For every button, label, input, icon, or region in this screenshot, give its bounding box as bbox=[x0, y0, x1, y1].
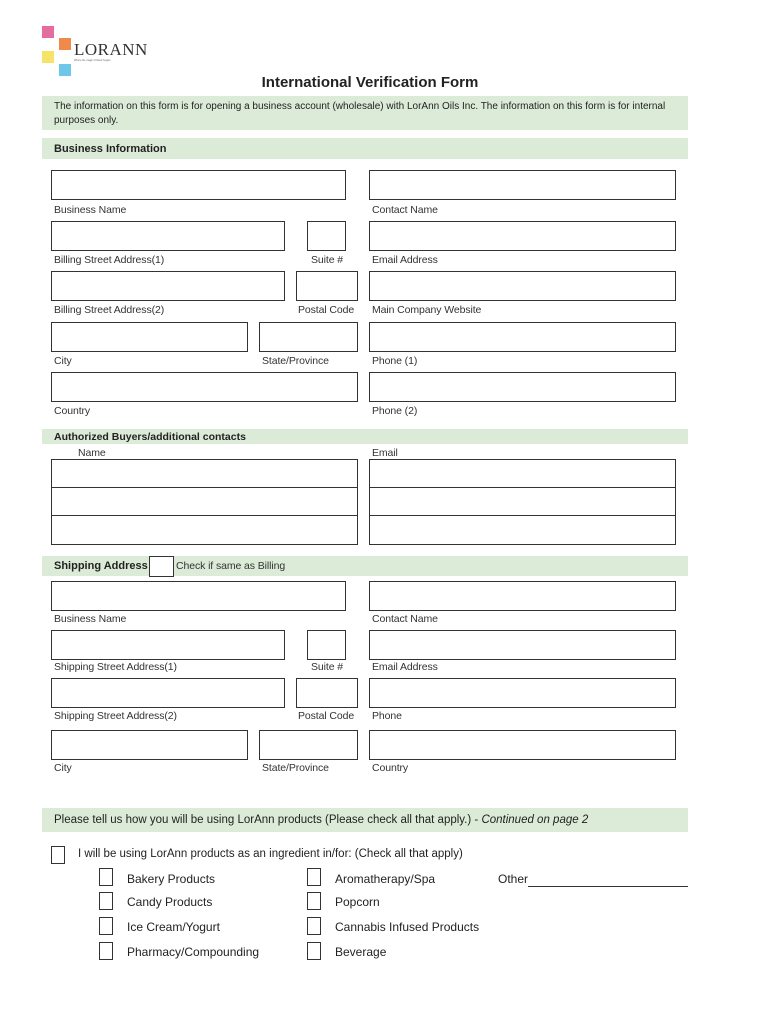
ship-contact-name-field[interactable] bbox=[369, 581, 676, 611]
beverage-label: Beverage bbox=[335, 945, 387, 959]
buyer-email-1-field[interactable] bbox=[369, 459, 676, 489]
ship-street-1-field[interactable] bbox=[51, 630, 285, 660]
bakery-checkbox[interactable] bbox=[99, 868, 113, 886]
phone-1-label: Phone (1) bbox=[372, 355, 418, 367]
phone-1-field[interactable] bbox=[369, 322, 676, 352]
suite-field[interactable] bbox=[307, 221, 346, 251]
ice-cream-checkbox[interactable] bbox=[99, 917, 113, 935]
ship-postal-code-label: Postal Code bbox=[298, 710, 355, 722]
phone-2-label: Phone (2) bbox=[372, 405, 418, 417]
website-label: Main Company Website bbox=[372, 304, 482, 316]
shipping-address-header: Shipping Address bbox=[54, 560, 148, 572]
ship-street-2-label: Shipping Street Address(2) bbox=[54, 710, 177, 722]
ship-contact-name-label: Contact Name bbox=[372, 613, 438, 625]
ship-suite-field[interactable] bbox=[307, 630, 346, 660]
candy-checkbox[interactable] bbox=[99, 892, 113, 910]
ship-street-2-field[interactable] bbox=[51, 678, 285, 708]
buyer-email-3-field[interactable] bbox=[369, 515, 676, 545]
pharmacy-label: Pharmacy/Compounding bbox=[127, 945, 260, 959]
ingredient-checkbox[interactable] bbox=[51, 846, 65, 864]
page-title: International Verification Form bbox=[261, 74, 479, 91]
postal-code-label: Postal Code bbox=[298, 304, 355, 316]
cannabis-label: Cannabis Infused Products bbox=[335, 920, 480, 934]
pharmacy-checkbox[interactable] bbox=[99, 942, 113, 960]
authorized-buyers-header: Authorized Buyers/additional contacts bbox=[54, 431, 246, 443]
ice-cream-label: Ice Cream/Yogurt bbox=[127, 920, 220, 934]
ship-postal-code-field[interactable] bbox=[296, 678, 358, 708]
ship-street-1-label: Shipping Street Address(1) bbox=[54, 661, 177, 673]
contact-name-field[interactable] bbox=[369, 170, 676, 200]
ship-phone-field[interactable] bbox=[369, 678, 676, 708]
ship-email-field[interactable] bbox=[369, 630, 676, 660]
buyer-name-1-field[interactable] bbox=[51, 459, 358, 489]
buyers-email-column: Email bbox=[372, 447, 398, 459]
same-as-billing-label: Check if same as Billing bbox=[176, 560, 286, 572]
contact-name-label: Contact Name bbox=[372, 204, 438, 216]
city-field[interactable] bbox=[51, 322, 248, 352]
billing-street-1-field[interactable] bbox=[51, 221, 285, 251]
business-name-field[interactable] bbox=[51, 170, 346, 200]
state-province-field[interactable] bbox=[259, 322, 358, 352]
email-address-field[interactable] bbox=[369, 221, 676, 251]
usage-prompt-text: Please tell us how you will be using LorAnn products (Please check all that apply.) - bbox=[54, 814, 482, 826]
continued-note: Continued on page 2 bbox=[481, 814, 589, 826]
intro-text: The information on this form is for opening a business account (wholesale) with LorAnn Oils Inc. The information on this form is for internal purposes only. bbox=[54, 101, 666, 126]
usage-prompt bbox=[54, 814, 588, 826]
logo-tagline: Where the magic of flavor begins bbox=[74, 59, 111, 62]
buyer-name-2-field[interactable] bbox=[51, 487, 358, 517]
beverage-checkbox[interactable] bbox=[307, 942, 321, 960]
country-label: Country bbox=[54, 405, 91, 417]
ship-business-name-label: Business Name bbox=[54, 613, 127, 625]
ship-business-name-field[interactable] bbox=[51, 581, 346, 611]
ingredient-label: I will be using LorAnn products as an ingredient in/for: (Check all that apply) bbox=[78, 848, 463, 860]
ship-city-field[interactable] bbox=[51, 730, 248, 760]
cannabis-checkbox[interactable] bbox=[307, 917, 321, 935]
buyers-name-column: Name bbox=[78, 447, 106, 459]
country-field[interactable] bbox=[51, 372, 358, 402]
popcorn-label: Popcorn bbox=[335, 895, 380, 909]
candy-label: Candy Products bbox=[127, 895, 213, 909]
suite-label: Suite # bbox=[311, 254, 343, 266]
ship-city-label: City bbox=[54, 762, 72, 774]
popcorn-checkbox[interactable] bbox=[307, 892, 321, 910]
buyer-email-2-field[interactable] bbox=[369, 487, 676, 517]
aromatherapy-label: Aromatherapy/Spa bbox=[335, 872, 436, 886]
aromatherapy-checkbox[interactable] bbox=[307, 868, 321, 886]
logo-text: LORANN bbox=[74, 40, 148, 59]
business-info-header: Business Information bbox=[54, 143, 167, 155]
ship-country-field[interactable] bbox=[369, 730, 676, 760]
buyer-name-3-field[interactable] bbox=[51, 515, 358, 545]
other-input-line[interactable] bbox=[528, 886, 688, 887]
postal-code-field[interactable] bbox=[296, 271, 358, 301]
billing-street-2-label: Billing Street Address(2) bbox=[54, 304, 165, 316]
website-field[interactable] bbox=[369, 271, 676, 301]
phone-2-field[interactable] bbox=[369, 372, 676, 402]
other-label: Other bbox=[498, 872, 529, 886]
city-label: City bbox=[54, 355, 72, 367]
email-address-label: Email Address bbox=[372, 254, 438, 266]
ship-suite-label: Suite # bbox=[311, 661, 343, 673]
ship-country-label: Country bbox=[372, 762, 409, 774]
logo bbox=[42, 26, 148, 78]
ship-phone-label: Phone bbox=[372, 710, 402, 722]
ship-state-field[interactable] bbox=[259, 730, 358, 760]
billing-street-2-field[interactable] bbox=[51, 271, 285, 301]
logo-square-yellow bbox=[42, 51, 54, 63]
state-province-label: State/Province bbox=[262, 355, 329, 367]
billing-street-1-label: Billing Street Address(1) bbox=[54, 254, 165, 266]
same-as-billing-checkbox[interactable] bbox=[149, 556, 174, 577]
business-name-label: Business Name bbox=[54, 204, 127, 216]
ship-email-label: Email Address bbox=[372, 661, 438, 673]
logo-square-pink bbox=[42, 26, 54, 38]
logo-square-orange bbox=[59, 38, 71, 50]
bakery-label: Bakery Products bbox=[127, 872, 216, 886]
ship-state-label: State/Province bbox=[262, 762, 329, 774]
